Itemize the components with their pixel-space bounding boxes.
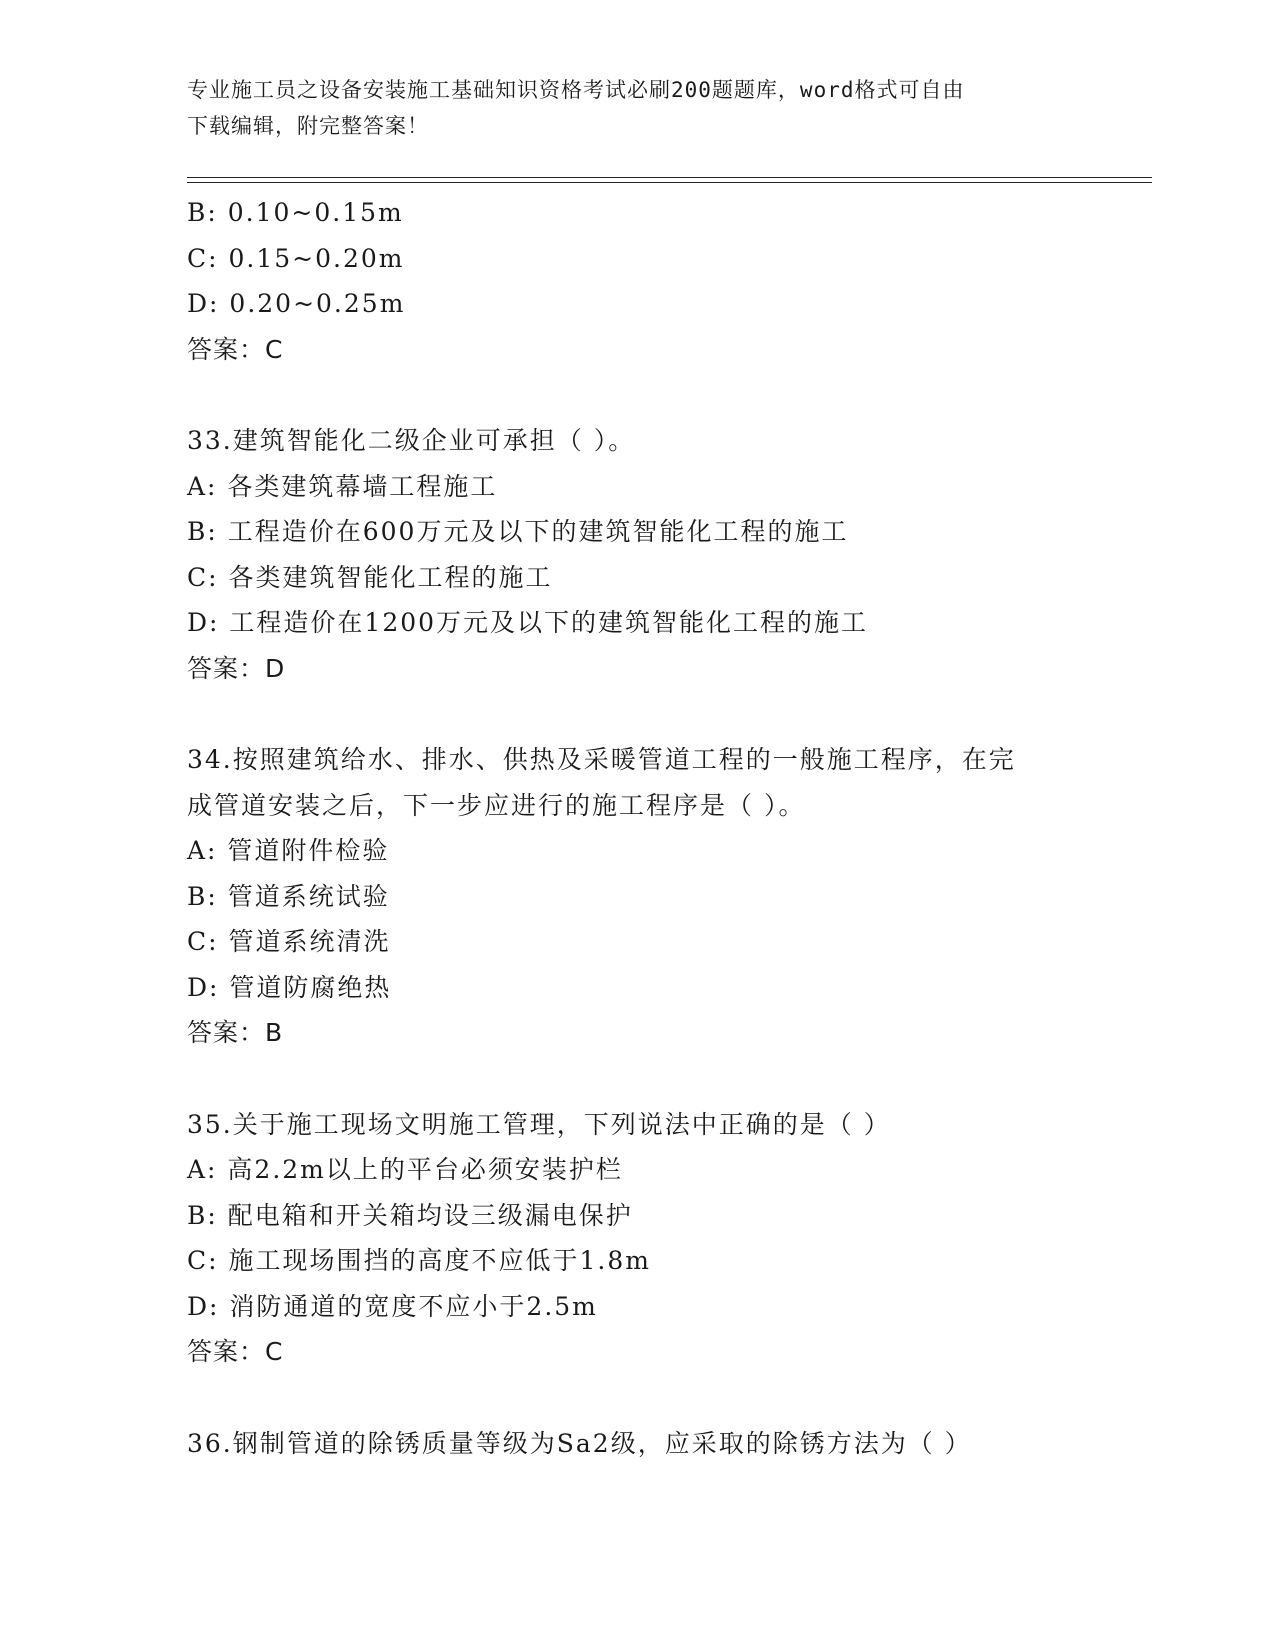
header-line-1: 专业施工员之设备安装施工基础知识资格考试必刷200题题库，word格式可自由 — [187, 78, 965, 102]
spacer — [187, 372, 1087, 418]
option-d: D: 0.20~0.25m — [187, 289, 406, 318]
question-stem: 33.建筑智能化二级企业可承担（ ）。 — [187, 426, 636, 455]
question-stem: 36.钢制管道的除锈质量等级为Sa2级，应采取的除锈方法为（ ） — [187, 1428, 972, 1458]
spacer — [187, 691, 1087, 737]
question-stem-line-2: 成管道安装之后，下一步应进行的施工程序是（ ）。 — [187, 790, 806, 820]
option-d: D: 管道防腐绝热 — [187, 972, 392, 1002]
document-header — [187, 72, 1067, 144]
option-b: B: 工程造价在600万元及以下的建筑智能化工程的施工 — [187, 517, 849, 546]
question-stem-line-1: 34.按照建筑给水、排水、供热及采暖管道工程的一般施工程序，在完 — [187, 745, 1016, 774]
option-c: C: 施工现场围挡的高度不应低于1.8m — [187, 1246, 651, 1275]
header-line-2: 下载编辑，附完整答案！ — [187, 114, 429, 138]
question-block-35 — [187, 1102, 1087, 1375]
question-block-33 — [187, 418, 1087, 691]
option-c: C: 各类建筑智能化工程的施工 — [187, 562, 553, 592]
option-a: A: 高2.2m以上的平台必须安装护栏 — [187, 1155, 623, 1184]
spacer — [187, 1375, 1087, 1421]
option-b: B: 管道系统试验 — [187, 881, 390, 911]
option-c: C: 管道系统清洗 — [187, 927, 391, 956]
header-divider-top — [187, 177, 1152, 178]
option-a: A: 管道附件检验 — [187, 836, 390, 865]
question-block-36 — [187, 1421, 1087, 1467]
option-d: D: 工程造价在1200万元及以下的建筑智能化工程的施工 — [187, 608, 869, 637]
header-divider-bottom — [187, 182, 1152, 183]
question-stem: 35.关于施工现场文明施工管理，下列说法中正确的是（ ） — [187, 1109, 891, 1139]
option-d: D: 消防通道的宽度不应小于2.5m — [187, 1291, 598, 1321]
question-block-34 — [187, 737, 1087, 1056]
answer-line: 答案：C — [187, 1337, 284, 1366]
answer-line: 答案：C — [187, 334, 284, 364]
option-b: B: 配电箱和开关箱均设三级漏电保护 — [187, 1200, 633, 1230]
option-b: B: 0.10~0.15m — [187, 198, 404, 227]
option-c: C: 0.15~0.20m — [187, 243, 405, 273]
question-block-32 — [187, 190, 1087, 372]
answer-line: 答案：D — [187, 653, 286, 683]
answer-line: 答案：B — [187, 1018, 284, 1047]
option-a: A: 各类建筑幕墙工程施工 — [187, 471, 498, 501]
spacer — [187, 1056, 1087, 1102]
question-list — [187, 190, 1087, 1466]
